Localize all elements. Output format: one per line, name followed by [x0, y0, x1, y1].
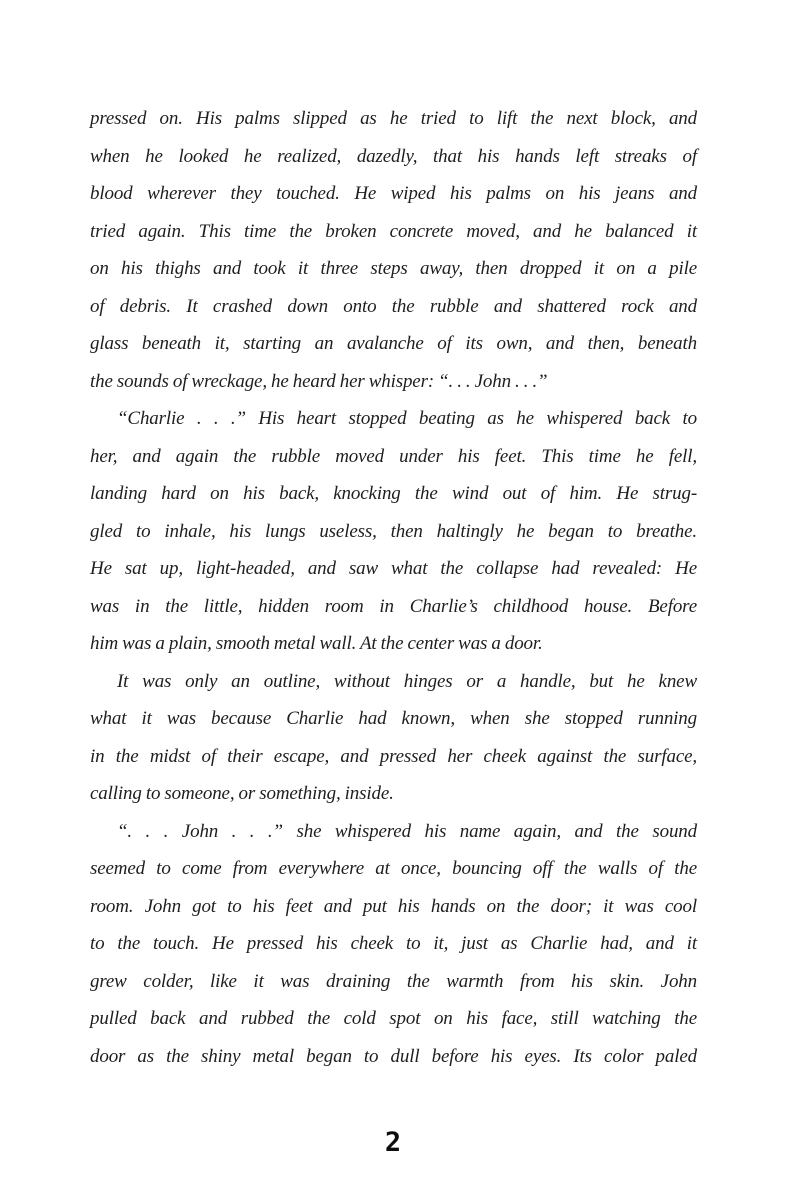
- text-line: room. John got to his feet and put his hands on the door; it was cool: [90, 895, 697, 917]
- paragraph: [90, 813, 697, 1076]
- text-line: the sounds of wreckage, he heard her whisper: “. . . John . . .”: [90, 370, 548, 392]
- text-line: blood wherever they touched. He wiped his palms on his jeans and: [90, 183, 697, 204]
- text-line: to the touch. He pressed his cheek to it, just as Charlie had, and it: [90, 933, 697, 954]
- text-line: him was a plain, smooth metal wall. At the center was a door.: [90, 633, 543, 654]
- text-line: It was only an outline, without hinges or a handle, but he knew: [117, 670, 697, 692]
- paragraph: [90, 663, 697, 813]
- text-line: tried again. This time the broken concrete moved, and he balanced it: [90, 220, 697, 242]
- text-line: “. . . John . . .” she whispered his name again, and the sound: [117, 820, 697, 842]
- text-line: what it was because Charlie had known, when she stopped running: [90, 708, 697, 729]
- text-line: pulled back and rubbed the cold spot on his face, still watching the: [90, 1008, 697, 1029]
- page-number: 2: [384, 1127, 402, 1158]
- text-line: door as the shiny metal began to dull before his eyes. Its color paled: [90, 1045, 697, 1067]
- text-line: in the midst of their escape, and pressed her cheek against the surface,: [90, 745, 697, 767]
- text-line: was in the little, hidden room in Charlie’s childhood house. Before: [90, 595, 697, 617]
- paragraph: [90, 100, 697, 400]
- text-line: “Charlie . . .” His heart stopped beating as he whispered back to: [117, 408, 697, 429]
- body-text: [90, 100, 697, 1075]
- text-line: gled to inhale, his lungs useless, then haltingly he began to breathe.: [90, 520, 697, 542]
- text-line: of debris. It crashed down onto the rubble and shattered rock and: [90, 295, 697, 317]
- text-line: landing hard on his back, knocking the wind out of him. He strug-: [90, 483, 697, 504]
- text-line: glass beneath it, starting an avalanche of its own, and then, beneath: [90, 333, 697, 354]
- text-line: her, and again the rubble moved under his feet. This time he fell,: [90, 445, 697, 467]
- text-line: He sat up, light-headed, and saw what the collapse had revealed: He: [90, 558, 697, 579]
- text-line: when he looked he realized, dazedly, that his hands left streaks of: [90, 145, 697, 167]
- text-line: pressed on. His palms slipped as he tried to lift the next block, and: [90, 108, 697, 129]
- text-line: seemed to come from everywhere at once, bouncing off the walls of the: [90, 858, 697, 879]
- text-line: calling to someone, or something, inside.: [90, 783, 394, 804]
- text-line: on his thighs and took it three steps away, then dropped it on a pile: [90, 258, 697, 279]
- paragraph: [90, 400, 697, 663]
- text-line: grew colder, like it was draining the warmth from his skin. John: [90, 970, 697, 992]
